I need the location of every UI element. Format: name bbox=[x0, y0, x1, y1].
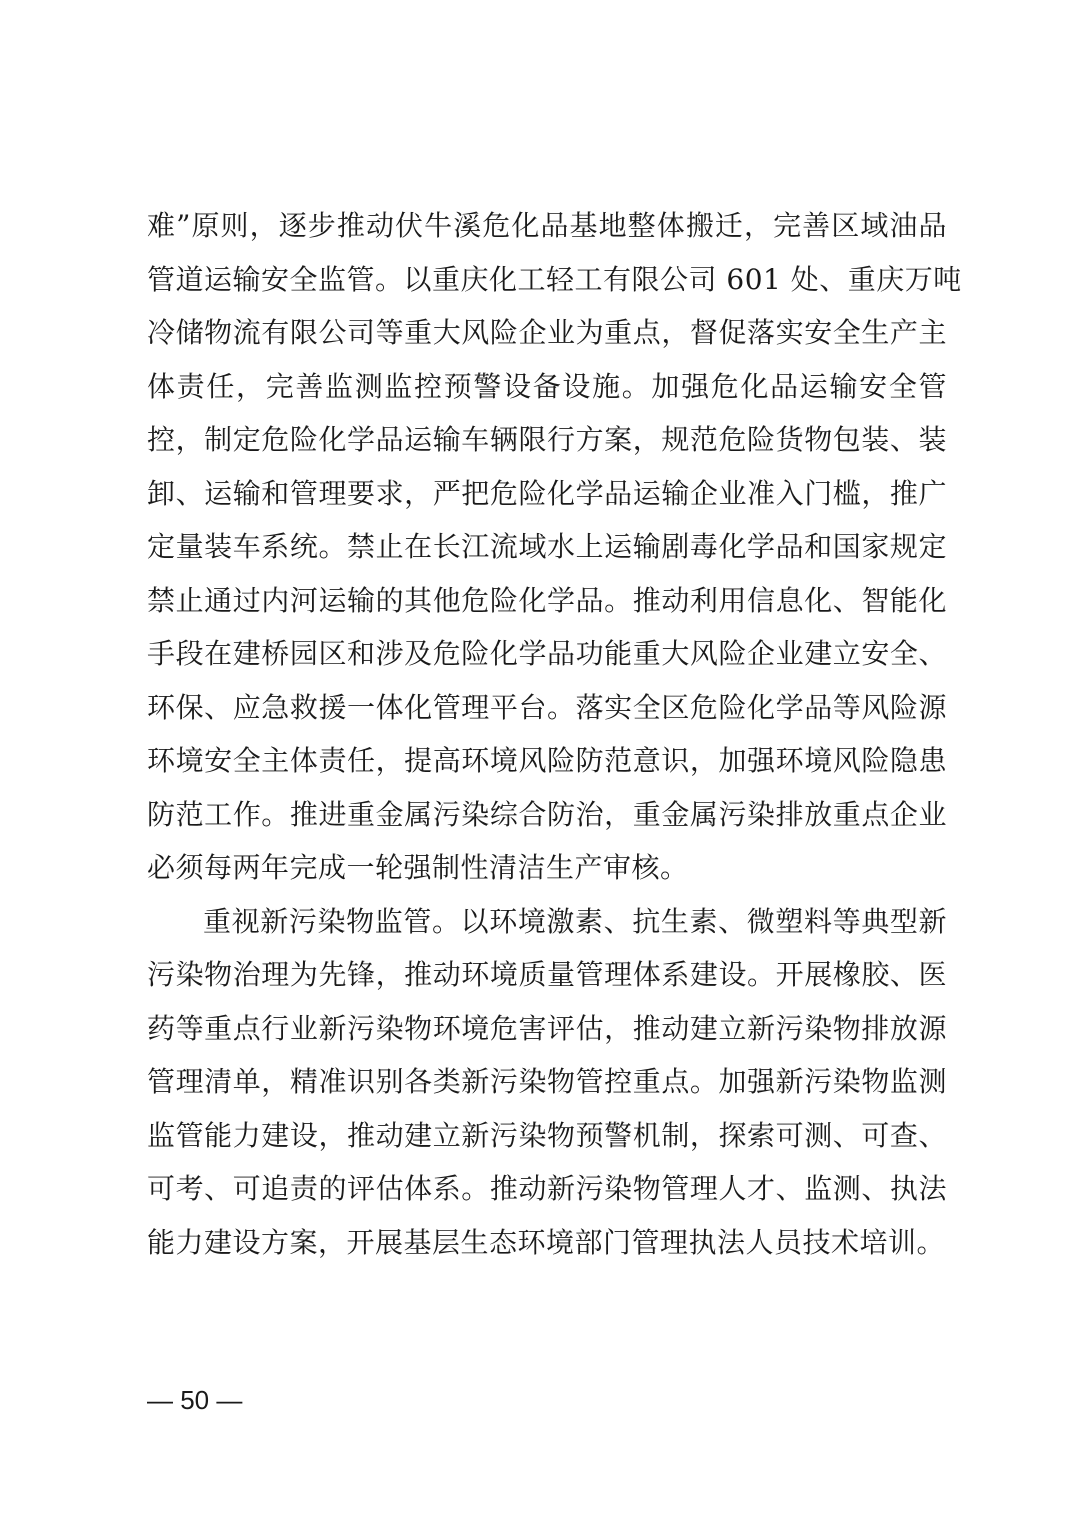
text-line: 防范工作。推进重金属污染综合防治，重金属污染排放重点企业 bbox=[147, 797, 947, 831]
page-number: — 50 — bbox=[147, 1385, 243, 1415]
text-line: 污染物治理为先锋，推动环境质量管理体系建设。开展橡胶、医 bbox=[147, 958, 947, 991]
text-line: 手段在建桥园区和涉及危险化学品功能重大风险企业建立安全、 bbox=[147, 637, 947, 670]
paragraph-1 bbox=[147, 199, 962, 895]
text-line: 管理清单，精准识别各类新污染物管控重点。加强新污染物监测 bbox=[147, 1065, 947, 1098]
text-line: 能力建设方案，开展基层生态环境部门管理执法人员技术培训。 bbox=[147, 1225, 946, 1259]
text-line: 药等重点行业新污染物环境危害评估，推动建立新污染物排放源 bbox=[147, 1011, 947, 1045]
text-line: 难”原则，逐步推动伏牛溪危化品基地整体搬迁，完善区域油品 bbox=[147, 209, 947, 242]
text-line: 可考、可追责的评估体系。推动新污染物管理人才、监测、执法 bbox=[147, 1172, 947, 1205]
text-line: 冷储物流有限公司等重大风险企业为重点，督促落实安全生产主 bbox=[147, 316, 947, 349]
text-line: 环保、应急救援一体化管理平台。落实全区危险化学品等风险源 bbox=[147, 690, 947, 724]
text-line: 环境安全主体责任，提高环境风险防范意识，加强环境风险隐患 bbox=[147, 744, 947, 777]
text-line: 禁止通过内河运输的其他危险化学品。推动利用信息化、智能化 bbox=[147, 583, 947, 617]
paragraph-2 bbox=[147, 895, 947, 1270]
text-line: 卸、运输和管理要求，严把危险化学品运输企业准入门槛，推广 bbox=[147, 476, 947, 510]
text-line: 体责任，完善监测监控预警设备设施。加强危化品运输安全管 bbox=[147, 369, 947, 403]
text-line: 管道运输安全监管。以重庆化工轻工有限公司 601 处、重庆万吨 bbox=[147, 262, 962, 296]
text-line: 控，制定危险化学品运输车辆限行方案，规范危险货物包装、装 bbox=[147, 423, 947, 456]
text-line: 监管能力建设，推动建立新污染物预警机制，探索可测、可查、 bbox=[147, 1118, 947, 1152]
text-line: 定量装车系统。禁止在长江流域水上运输剧毒化学品和国家规定 bbox=[147, 530, 947, 563]
text-line: 重视新污染物监管。以环境激素、抗生素、微塑料等典型新 bbox=[203, 904, 947, 938]
body-text bbox=[147, 199, 962, 1269]
text-line: 必须每两年完成一轮强制性清洁生产审核。 bbox=[147, 851, 689, 884]
